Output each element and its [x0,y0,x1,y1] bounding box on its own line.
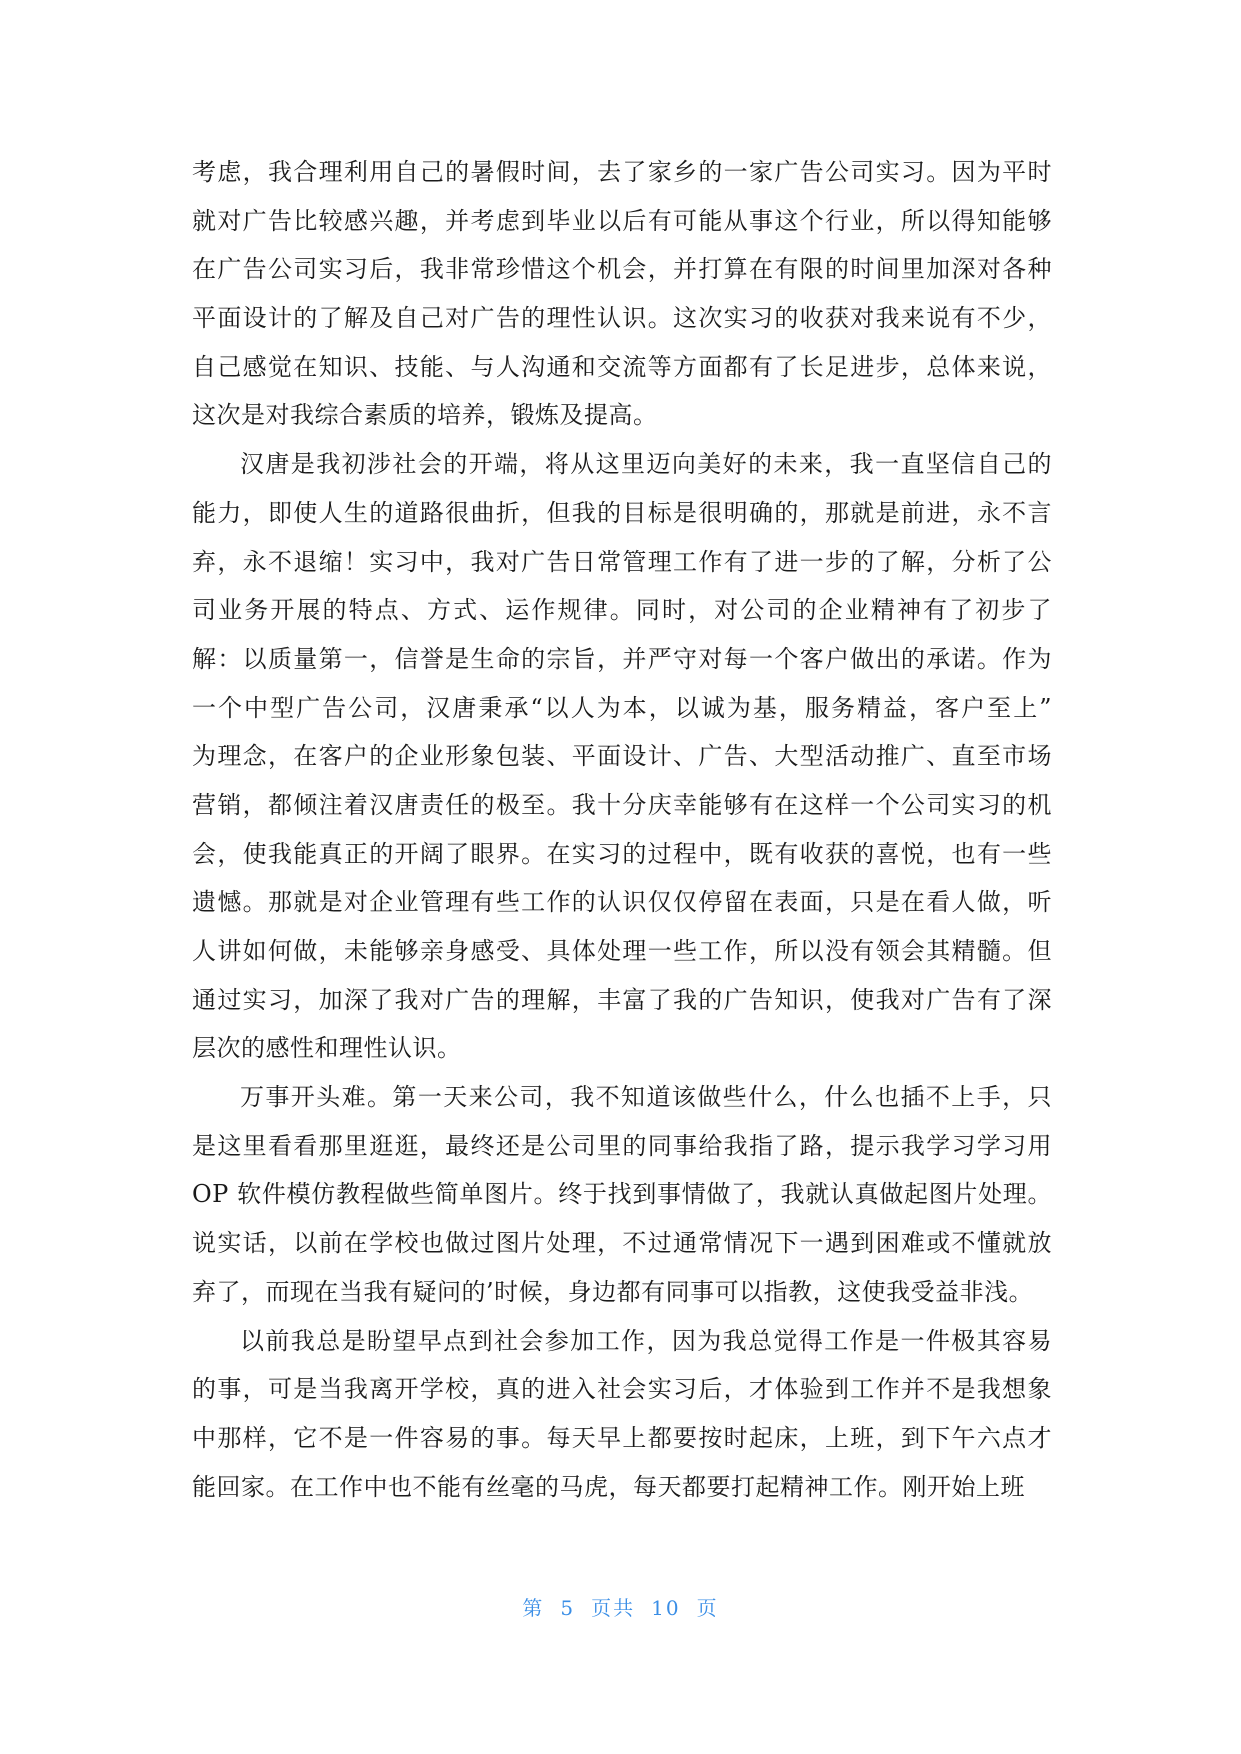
text-line: 司业务开展的特点、方式、运作规律。同时，对公司的企业精神有了初步了 [192,596,1052,625]
text-line: 就对广告比较感兴趣，并考虑到毕业以后有可能从事这个行业，所以得知能够 [192,206,1052,235]
text-line: 通过实习，加深了我对广告的理解，丰富了我的广告知识，使我对广告有了深 [192,985,1052,1014]
text-line: 说实话，以前在学校也做过图片处理，不过通常情况下一遇到困难或不懂就放 [192,1229,1052,1258]
footer-suffix: 页 [696,1596,719,1620]
text-line: 自己感觉在知识、技能、与人沟通和交流等方面都有了长足进步，总体来说， [192,352,1052,381]
text-line: 营销，都倾注着汉唐责任的极至。我十分庆幸能够有在这样一个公司实习的机 [192,790,1052,819]
text-line: 中那样，它不是一件容易的事。每天早上都要按时起床，上班，到下午六点才 [192,1423,1052,1452]
text-line: 解：以质量第一，信誉是生命的宗旨，并严守对每一个客户做出的承诺。作为 [192,644,1052,673]
text-line: 是这里看看那里逛逛，最终还是公司里的同事给我指了路，提示我学习学习用 [192,1131,1052,1160]
text-line: 会，使我能真正的开阔了眼界。在实习的过程中，既有收获的喜悦，也有一些 [192,839,1052,868]
text-line: 能回家。在工作中也不能有丝毫的马虎，每天都要打起精神工作。刚开始上班 [192,1472,1025,1501]
footer-total-pages: 10 [651,1596,681,1620]
text-line: 能力，即使人生的道路很曲折，但我的目标是很明确的，那就是前进，永不言 [192,498,1052,527]
text-line: 考虑，我合理利用自己的暑假时间，去了家乡的一家广告公司实习。因为平时 [192,158,1052,186]
text-line: 弃，永不退缩！实习中，我对广告日常管理工作有了进一步的了解，分析了公 [192,547,1052,576]
text-line: 遗憾。那就是对企业管理有些工作的认识仅仅停留在表面，只是在看人做，听 [192,888,1052,917]
text-line: 层次的感性和理性认识。 [192,1034,462,1063]
text-line: 弃了，而现在当我有疑问的’时候，身边都有同事可以指教，这使我受益非浅。 [192,1277,1034,1306]
footer-middle: 页共 [591,1596,636,1620]
text-line: 人讲如何做，未能够亲身感受、具体处理一些工作，所以没有领会其精髓。但 [192,937,1052,965]
footer-current-page: 5 [560,1596,576,1620]
text-line: 平面设计的了解及自己对广告的理性认识。这次实习的收获对我来说有不少， [192,304,1052,333]
text-line: 汉唐是我初涉社会的开端，将从这里迈向美好的未来，我一直坚信自己的 [240,450,1052,479]
footer-prefix: 第 [522,1596,545,1620]
paragraph [192,1073,1052,1316]
text-line: 为理念，在客户的企业形象包装、平面设计、广告、大型活动推广、直至市场 [192,742,1052,771]
text-line: OP 软件模仿教程做些简单图片。终于找到事情做了，我就认真做起图片处理。 [192,1180,1052,1209]
text-line: 一个中型广告公司，汉唐秉承“以人为本，以诚为基，服务精益，客户至上” [192,693,1052,722]
text-line: 的事，可是当我离开学校，真的进入社会实习后，才体验到工作并不是我想象 [192,1375,1052,1404]
paragraph [192,1317,1052,1512]
text-line: 在广告公司实习后，我非常珍惜这个机会，并打算在有限的时间里加深对各种 [192,255,1052,284]
text-line: 万事开头难。第一天来公司，我不知道该做些什么，什么也插不上手，只 [240,1083,1052,1112]
body-text [192,148,1052,1511]
text-line: 以前我总是盼望早点到社会参加工作，因为我总觉得工作是一件极其容易 [240,1326,1052,1355]
paragraph [192,440,1052,1073]
page-footer [0,1592,1241,1621]
text-line: 这次是对我综合素质的培养，锻炼及提高。 [192,401,658,430]
paragraph [192,148,1052,440]
